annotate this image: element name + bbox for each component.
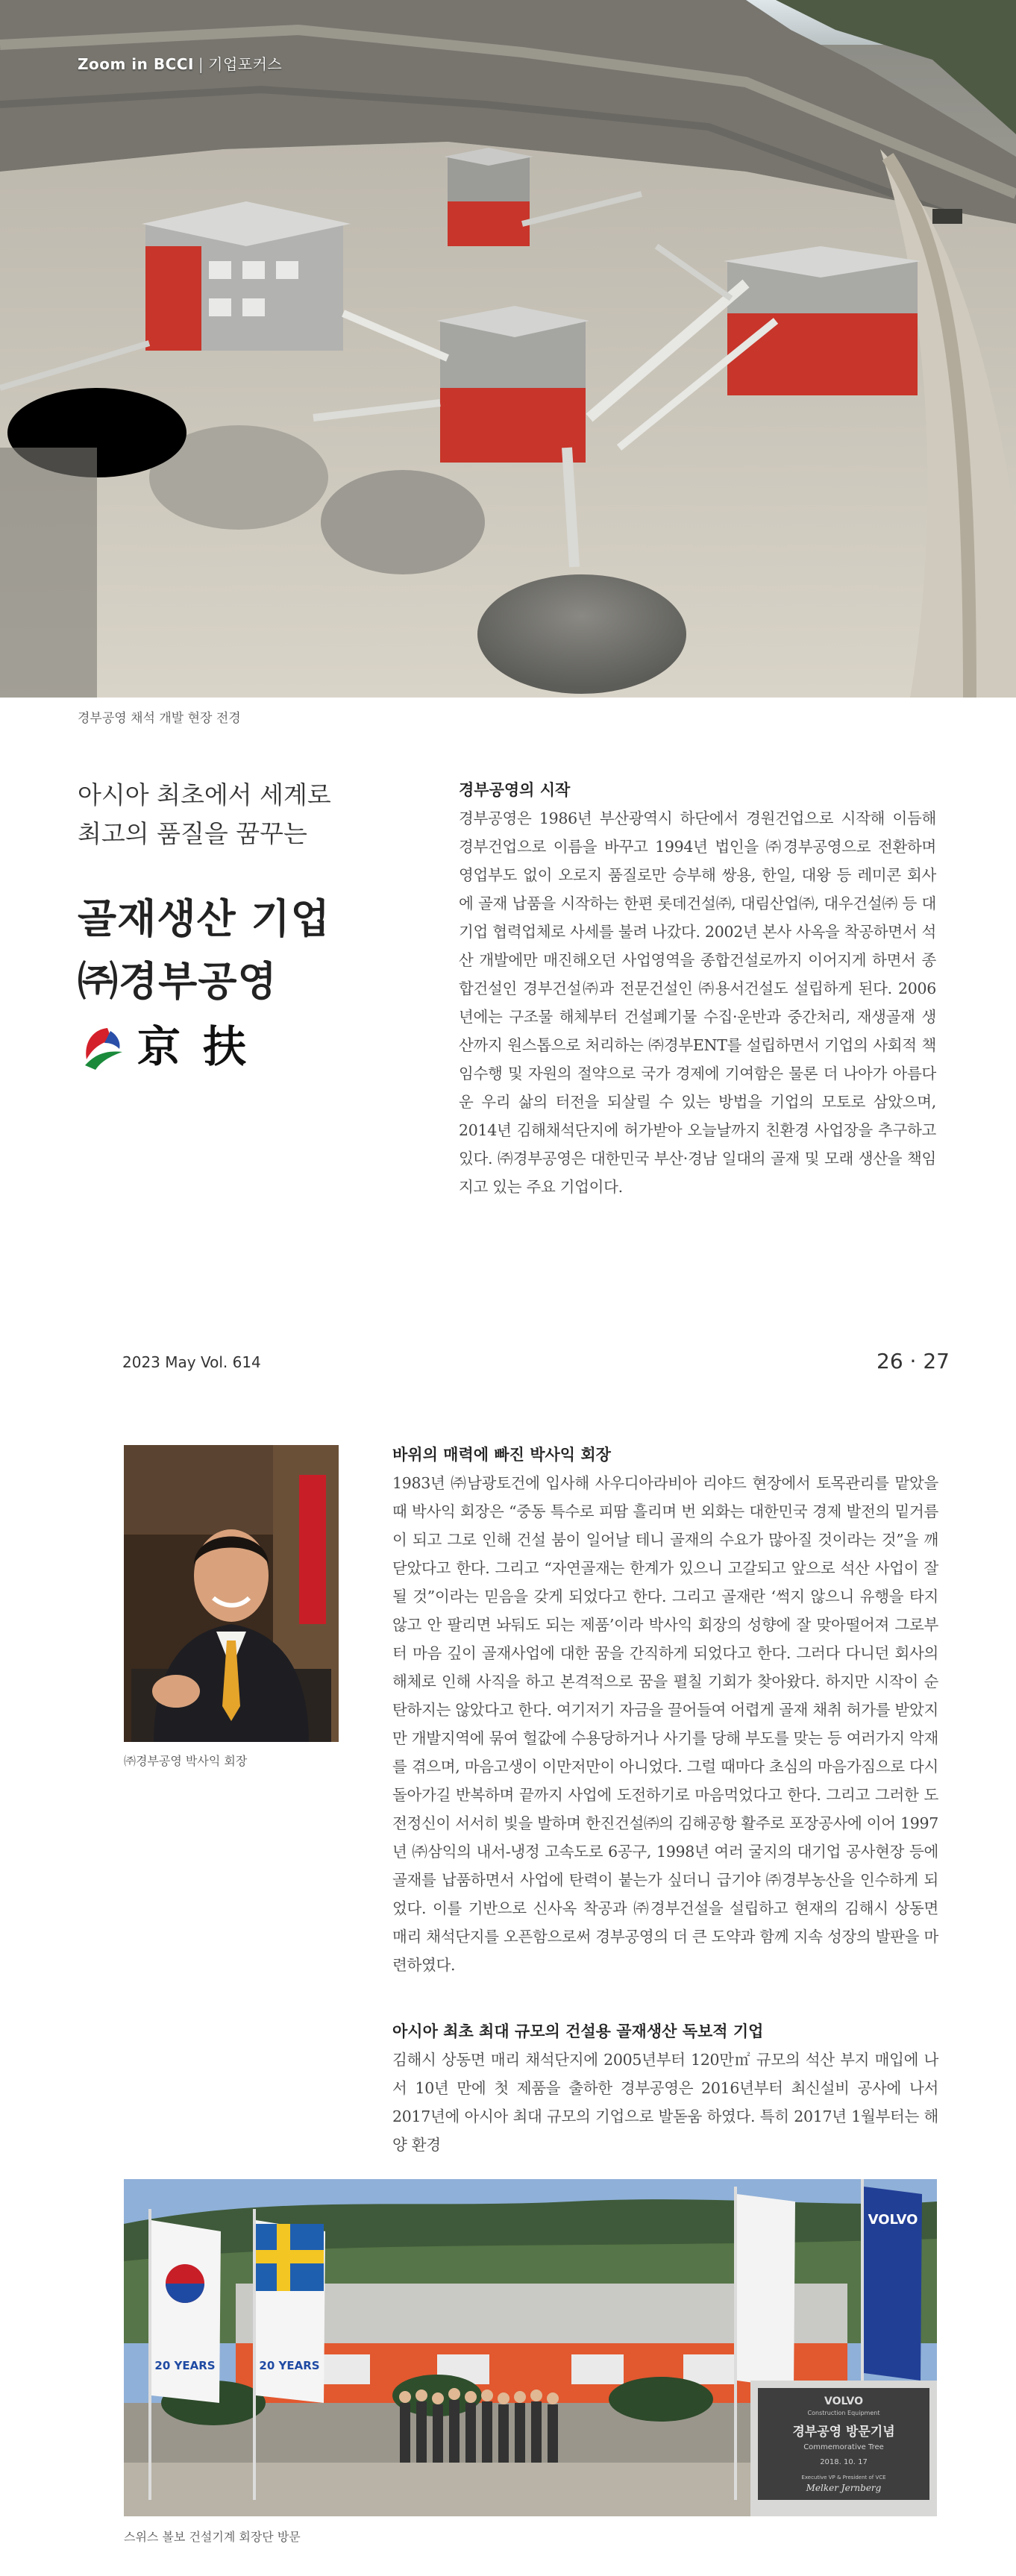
hero-caption: 경부공영 채석 개발 현장 전경 bbox=[78, 711, 241, 726]
section-body-1: 경부공영은 1986년 부산광역시 하단에서 경원건업으로 시작해 이듬해 경부건업으로 이름을 바꾸고 1994년 법인을 ㈜경부공영으로 전환하며 영업부도 없이 오로지 품질로만 승부해 쌍용, 한일, 대왕 등 레미콘 회사에 골재 납품을 시작하는 한편 롯데건설㈜, 대림산업㈜, 대우건설㈜ 등 대기업 협력업체로 사세를 불려 나갔다. 2002년 본사 사옥을 착공하면서 석산 개발에만 매진해오던 사업영역을 종합건설로까지 이어지게 하면서 종합건설인 경부건설㈜과 전문건설인 ㈜용서건설도 설립하게 된다. 2006년에는 구조물 해체부터 건설폐기물 수집·운반과 중간처리, 재생골재 생산까지 원스톱으로 처리하는 ㈜경부ENT를 설립하면서 기업의 사회적 책임수행 및 자원의 절약으로 국가 경제에 기여함은 물론 더 나아가 아름다운 우리 삶의 터전을 되살릴 수 있는 방법을 기업의 모토로 삼았으며, 2014년 김해채석단지에 허가받아 오늘날까지 친환경 사업장을 추구하고 있다. ㈜경부공영은 대한민국 부산·경남 일대의 골재 및 모래 생산을 책임지고 있는 주요 기업이다. bbox=[459, 809, 936, 1196]
plaque-date: 2018. 10. 17 bbox=[820, 2458, 868, 2466]
section-body-3: 김해시 상동면 매리 채석단지에 2005년부터 120만㎡ 규모의 석산 부지 매입에 나서 10년 만에 첫 제품을 출하한 경부공영은 2016년부터 최신설비 공사에 나서 2017년에 아시아 최대 규모의 기업으로 발돋움 하였다. 특히 2017년 1월부터는 해양 환경 bbox=[392, 2051, 938, 2154]
headline-line-2: 최고의 품질을 꿈꾸는 bbox=[78, 819, 307, 848]
page-title bbox=[78, 888, 436, 1013]
headline bbox=[78, 776, 406, 853]
plaque-name: Melker Jernberg bbox=[806, 2483, 882, 2493]
section-tag bbox=[78, 52, 282, 74]
section-brand: Zoom in BCCI bbox=[78, 55, 194, 73]
plaque-title: 경부공영 방문기념 bbox=[792, 2425, 895, 2439]
flag-badge-left: 20 YEARS bbox=[154, 2359, 216, 2372]
section-body-2: 1983년 ㈜남광토건에 입사해 사우디아라비아 리야드 현장에서 토목관리를 맡았을 때 박사익 회장은 “중동 특수로 피땀 흘리며 번 외화는 대한민국 경제 발전의 밑거름이 되고 그로 인해 건설 붐이 일어날 테니 골재의 수요가 많아질 것이라는 것”을 깨닫았다고 한다. 그리고 “자연골재는 한계가 있으니 고갈되고 앞으로 석산 사업이 잘될 것”이라는 믿음을 갖게 되었다고 한다. 그리고 골재란 ‘썩지 않으니 유행을 타지 않고 안 팔리면 놔둬도 되는 제품’이라 박사익 회장의 성향에 잘 맞아떨어져 그로부터 마음 깊이 골재사업에 대한 꿈을 간직하게 되었다고 한다. 그러다 다니던 회사의 해체로 인해 사직을 하고 본격적으로 꿈을 펼칠 기회가 찾아왔다. 하지만 시작이 순탄하지는 않았다고 한다. 여기저기 자금을 끌어들여 어렵게 골재 채취 허가를 받았지만 개발지역에 묶여 헐값에 수용당하거나 사기를 당해 부도를 맞는 등 여러가지 악재를 겪으며, 마음고생이 이만저만이 아니었다. 그럴 때마다 초심의 마음가짐으로 다시 돌아가길 반복하며 끝까지 사업에 도전하기로 마음먹었다고 한다. 그리고 그러한 도전정신이 서서히 빛을 발하며 한진건설㈜의 김해공항 활주로 포장공사에 이어 1997년 ㈜삼익의 내서-냉정 고속도로 6공구, 1998년 여러 굴지의 대기업 공사현장 등에 골재를 납품하면서 사업에 탄력이 붙는가 싶더니 급기야 ㈜경부농산을 인수하게 되었다. 이를 기반으로 신사옥 착공과 ㈜경부건설을 설립하고 현재의 김해시 상동면 매리 채석단지를 오픈함으로써 경부공영의 더 큰 도약과 함께 지속 성장의 발판을 마련하였다. bbox=[392, 1474, 938, 1974]
issue-label: 2023 May Vol. 614 bbox=[122, 1353, 261, 1371]
title-line-1: 골재생산 기업 bbox=[78, 895, 330, 942]
page-numbers: 26 · 27 bbox=[877, 1349, 950, 1373]
volvo-banner-text: VOLVO bbox=[868, 2212, 918, 2228]
company-logo bbox=[78, 1021, 301, 1073]
visit-photo bbox=[124, 2179, 937, 2516]
logo-mark-icon bbox=[78, 1021, 130, 1073]
section-heading-1: 경부공영의 시작 bbox=[459, 781, 571, 799]
bottom-photo-caption: 스위스 볼보 건설기계 회장단 방문 bbox=[124, 2530, 301, 2544]
plaque-sub: Construction Equipment bbox=[807, 2410, 880, 2416]
flag-badge-right: 20 YEARS bbox=[259, 2359, 320, 2372]
portrait-caption: ㈜경부공영 박사익 회장 bbox=[124, 1754, 248, 1768]
title-line-2: ㈜경부공영 bbox=[78, 958, 277, 1005]
chairman-portrait bbox=[124, 1445, 339, 1742]
logo-text: 京扶 bbox=[137, 1021, 269, 1072]
hero-photo bbox=[0, 0, 1016, 698]
plaque-subtitle: Commemorative Tree bbox=[803, 2443, 884, 2451]
headline-line-1: 아시아 최초에서 세계로 bbox=[78, 780, 331, 809]
section-category: 기업포커스 bbox=[208, 55, 283, 73]
section-heading-2: 바위의 매력에 빠진 박사익 회장 bbox=[392, 1446, 611, 1464]
section-separator: | bbox=[198, 55, 204, 73]
plaque-brand: VOLVO bbox=[824, 2395, 863, 2407]
section-heading-3: 아시아 최초 최대 규모의 건설용 골재생산 독보적 기업 bbox=[392, 2022, 764, 2040]
plaque-role: Executive VP & President of VCE bbox=[801, 2475, 886, 2481]
